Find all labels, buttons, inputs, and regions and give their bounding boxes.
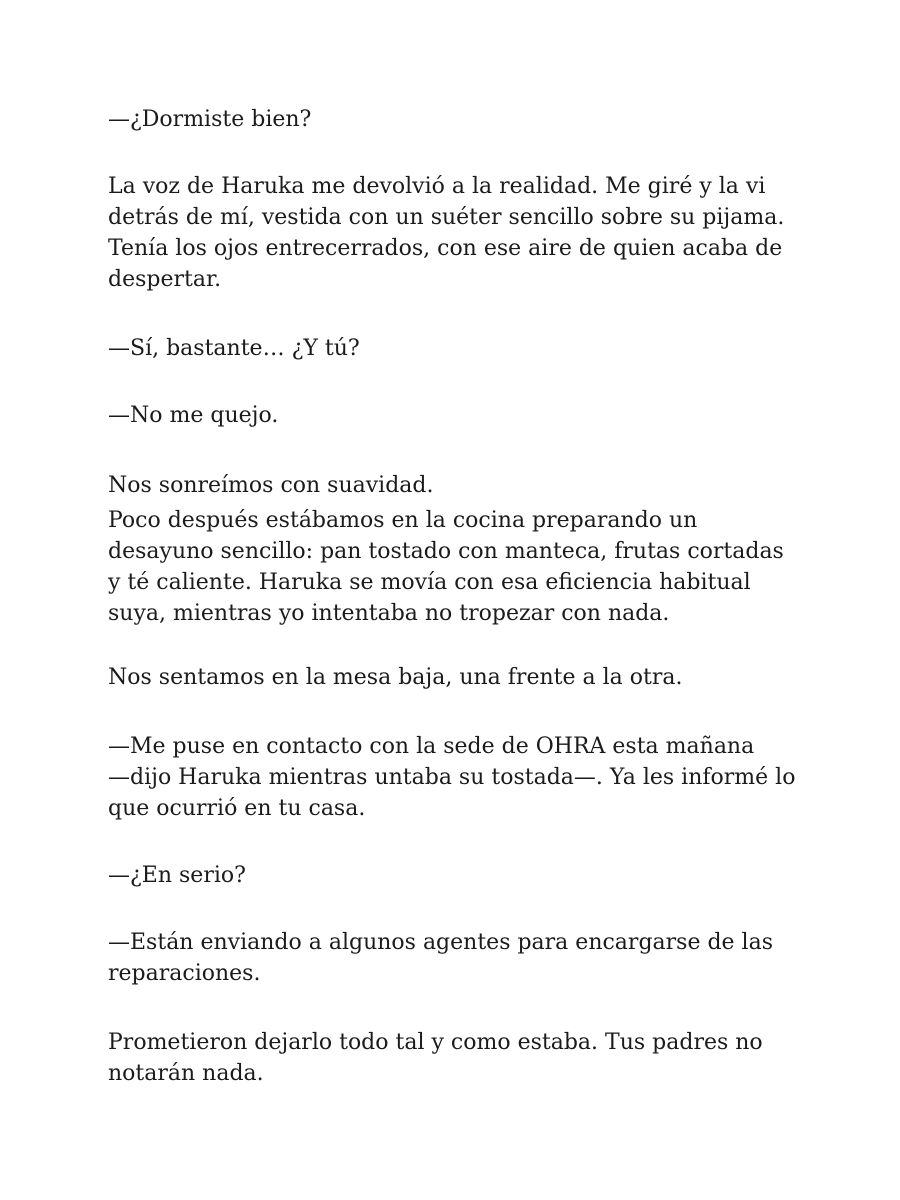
paragraph-11 — [108, 1027, 798, 1089]
text-line: Prometieron dejarlo todo tal y como estaba. Tus padres no — [108, 1030, 763, 1055]
text-line: desayuno sencillo: pan tostado con manteca, frutas cortadas — [108, 539, 784, 564]
text-line: La voz de Haruka me devolvió a la realidad. Me giré y la vi — [108, 174, 766, 199]
paragraph-8 — [108, 731, 798, 824]
text-line: —Sí, bastante… ¿Y tú? — [108, 336, 360, 361]
text-line: y té caliente. Haruka se movía con esa eficiencia habitual — [108, 570, 751, 595]
text-line: —Me puse en contacto con la sede de OHRA esta mañana — [108, 734, 755, 759]
text-line: suya, mientras yo intentaba no tropezar con nada. — [108, 601, 670, 626]
text-line: —No me quejo. — [108, 403, 279, 428]
text-line: Tenía los ojos entrecerrados, con ese aire de quien acaba de — [108, 236, 783, 261]
text-line: Nos sentamos en la mesa baja, una frente a la otra. — [108, 665, 683, 690]
paragraph-10 — [108, 927, 798, 989]
text-line: notarán nada. — [108, 1061, 264, 1086]
paragraph-4 — [108, 400, 798, 431]
text-line: —¿En serio? — [108, 863, 246, 888]
text-line: —Están enviando a algunos agentes para encargarse de las — [108, 930, 773, 955]
text-line: Poco después estábamos en la cocina preparando un — [108, 508, 698, 533]
text-line: Nos sonreímos con suavidad. — [108, 473, 434, 498]
text-line: —¿Dormiste bien? — [108, 107, 312, 132]
paragraph-7 — [108, 662, 798, 693]
paragraph-3 — [108, 333, 798, 364]
paragraph-1 — [108, 104, 798, 135]
paragraph-9 — [108, 860, 798, 891]
text-line: que ocurrió en tu casa. — [108, 796, 366, 821]
paragraph-6 — [108, 505, 798, 629]
text-line: despertar. — [108, 267, 222, 292]
text-line: detrás de mí, vestida con un suéter sencillo sobre su pijama. — [108, 205, 785, 230]
text-line: —dijo Haruka mientras untaba su tostada—. Ya les informé lo — [108, 765, 796, 790]
paragraph-5 — [108, 470, 798, 501]
text-line: reparaciones. — [108, 961, 261, 986]
paragraph-2 — [108, 171, 798, 295]
